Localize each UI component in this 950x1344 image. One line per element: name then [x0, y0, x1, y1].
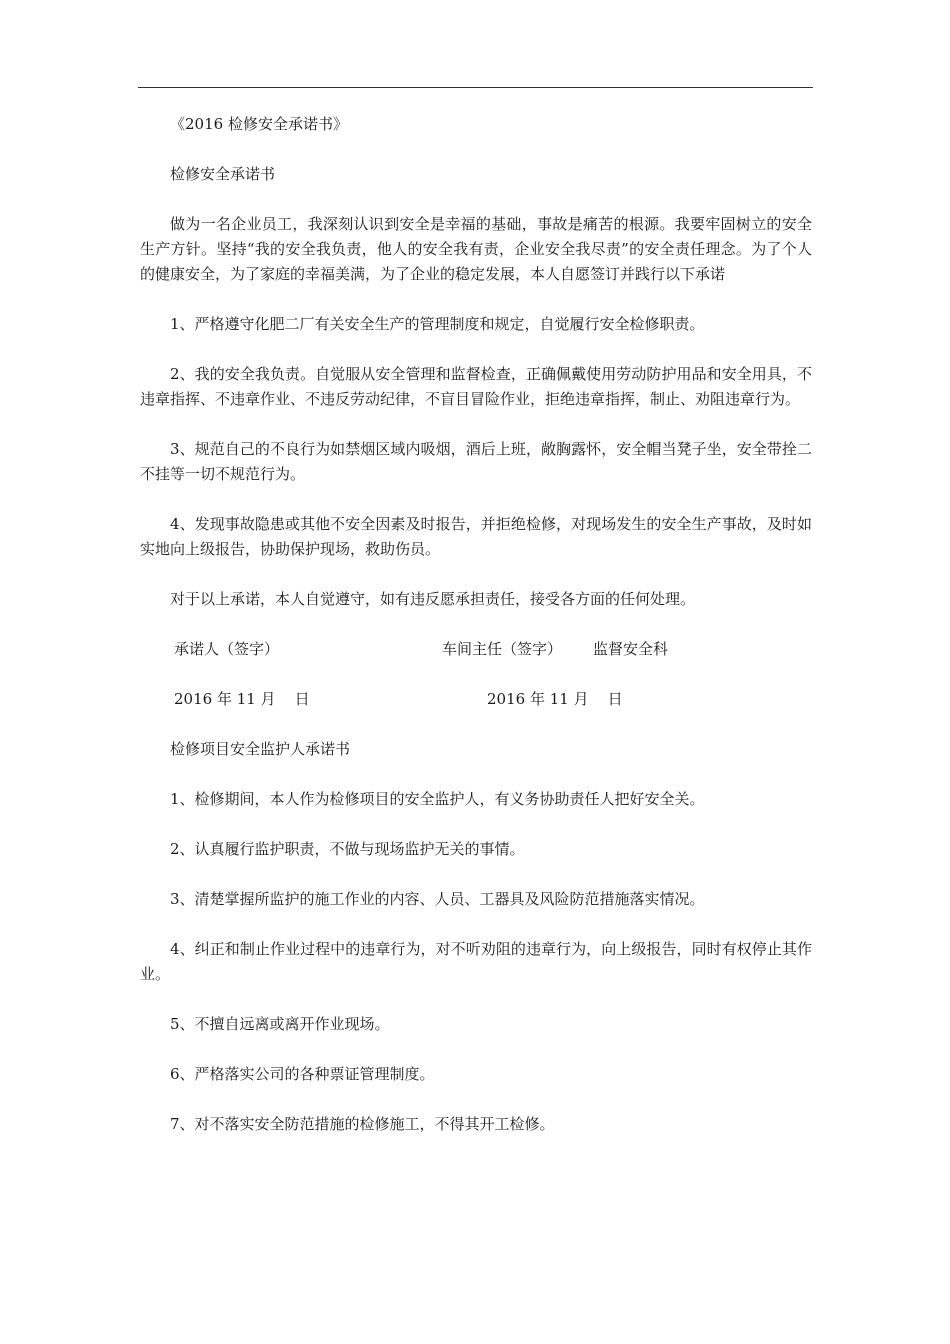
document-title: 《2016 检修安全承诺书》 — [170, 115, 348, 133]
commitment-item-4: 4、发现事故隐患或其他不安全因素及时报告，并拒绝检修，对现场发生的安全生产事故，及时如实地向上级报告，协助保护现场，救助伤员。 — [140, 515, 812, 558]
workshop-director-signature-label: 车间主任（签字） — [442, 640, 563, 658]
supervisor-label: 监督安全科 — [593, 640, 669, 658]
monitor-item-7: 7、对不落实安全防范措施的检修施工，不得其开工检修。 — [170, 1115, 555, 1133]
section-heading: 检修安全承诺书 — [170, 165, 276, 183]
document-body — [140, 112, 812, 1162]
monitor-item-6: 6、严格落实公司的各种票证管理制度。 — [170, 1065, 435, 1083]
monitor-item-5: 5、不擅自远离或离开作业现场。 — [170, 1015, 390, 1033]
header-rule — [138, 87, 813, 88]
commitment-item-1: 1、严格遵守化肥二厂有关安全生产的管理制度和规定，自觉履行安全检修职责。 — [170, 315, 705, 333]
monitor-item-3: 3、清楚掌握所监护的施工作业的内容、人员、工器具及风险防范措施落实情况。 — [170, 890, 705, 908]
intro-paragraph: 做为一名企业员工，我深刻认识到安全是幸福的基础，事故是痛苦的根源。我要牢固树立的安全生产方针。坚持“我的安全我负责，他人的安全我有责，企业安全我尽责”的安全责任理念。为了个人的健康安全，为了家庭的幸福美满，为了企业的稳定发展，本人自愿签订并践行以下承诺 — [140, 215, 812, 283]
monitor-item-1: 1、检修期间，本人作为检修项目的安全监护人，有义务协助责任人把好安全关。 — [170, 790, 705, 808]
monitor-item-2: 2、认真履行监护职责，不做与现场监护无关的事情。 — [170, 840, 525, 858]
monitor-section-heading: 检修项目安全监护人承诺书 — [170, 740, 351, 758]
date-left: 2016 年 11 月 日 — [174, 690, 310, 708]
date-row — [140, 687, 812, 712]
date-right: 2016 年 11 月 日 — [487, 690, 623, 708]
signature-row — [140, 637, 812, 662]
commitment-item-2: 2、我的安全我负责。自觉服从安全管理和监督检查，正确佩戴使用劳动防护用品和安全用具，不违章指挥、不违章作业、不违反劳动纪律，不盲目冒险作业，拒绝违章指挥，制止、劝阻违章行为。 — [140, 365, 812, 408]
promiser-signature-label: 承诺人（签字） — [174, 640, 280, 658]
monitor-item-4: 4、纠正和制止作业过程中的违章行为，对不听劝阻的违章行为，向上级报告，同时有权停止其作业。 — [140, 940, 812, 983]
commitment-item-3: 3、规范自己的不良行为如禁烟区域内吸烟，酒后上班，敞胸露怀，安全帽当凳子坐，安全带拴二不挂等一切不规范行为。 — [140, 440, 812, 483]
closing-statement: 对于以上承诺，本人自觉遵守，如有违反愿承担责任，接受各方面的任何处理。 — [170, 590, 696, 608]
